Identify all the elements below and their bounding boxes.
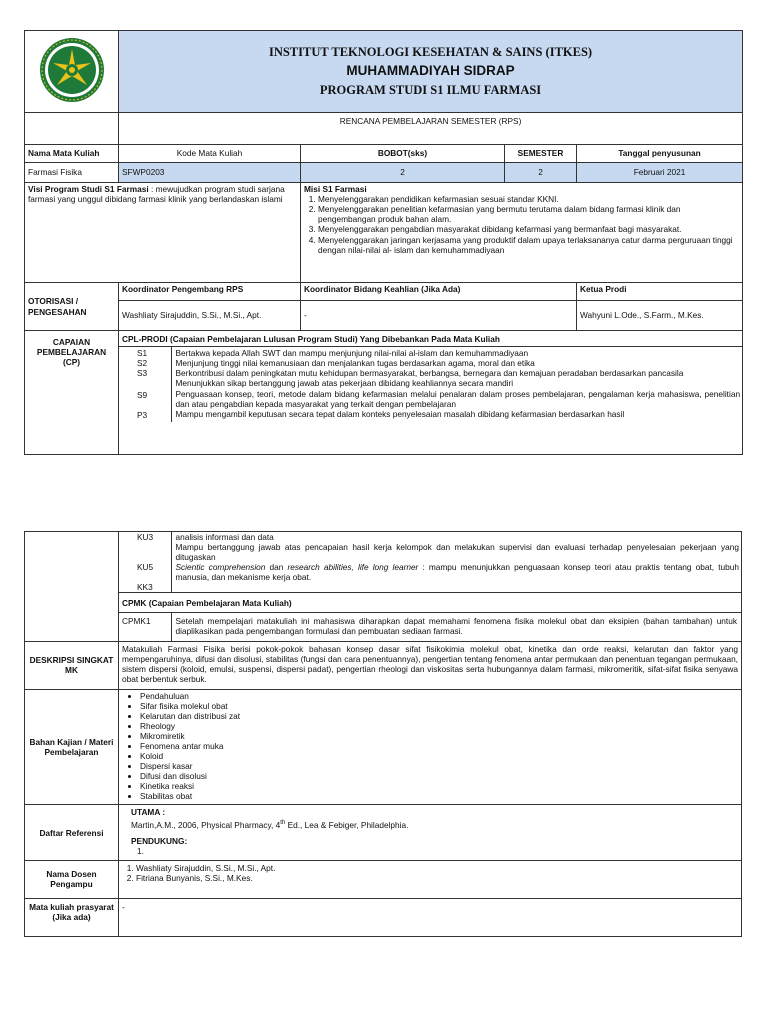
otorisasi-h3: Ketua Prodi [577,283,743,301]
empty-cell [25,113,119,145]
bahan-item: • Rheology [140,722,738,732]
ku-cell [119,532,742,593]
bahan-cell [119,689,742,804]
misi-list [304,194,739,255]
cp-code: S3 [137,368,148,379]
cp-continued-label [25,532,119,642]
rps-table-page1 [24,30,743,455]
cp-code: S1 [137,348,148,359]
ku-inner-table [119,532,741,592]
bahan-item: • Fenomena antar muka [140,742,738,752]
ku-code: KK3 [137,582,153,593]
header-semester: SEMESTER [505,145,577,163]
prasyarat-value: - [119,898,742,936]
cp-item: Menjunjung tinggi nilai kemanusiaan dan menjalankan tugas berdasarkan agama, moral dan etika [175,358,535,369]
dosen-item: 2. Fitriana Bunyanis, S.Si., M.Kes. [136,873,738,883]
otorisasi-v3: Wahyuni L.Ode., S.Farm., M.Kes. [577,301,743,331]
deskripsi-text: Matakuliah Farmasi Fisika berisi pokok-pokok bahasan konsep dasar sifat fisikokimia molekul obat, kinetika dan orde reaksi, kelarutan dan faktor yang mempengaruhinya, difusi dan disolusi, stabilitas (fungsi dan cara penentuannya), pengertian tentang fenomena antar permukaan dan penentuan tegangan permukaan, sistem dispersi (koloid, emulsi, suspensi, dispersi padat), pengertian rheologi dan viskositas serta hubungannya dalam farmasi, mikromeritik, sifat-sifat fisika senyawa obat berbentuk serbuk. [119,641,742,689]
header-course-code: Kode Mata Kuliah [119,145,301,163]
cp-code: S9 [137,390,148,401]
misi-item: 1. Menyelenggarakan pendidikan kefarmasian sesuai standar KKNI. [318,194,739,204]
ku-item-italic: Scientic comprehension [175,562,266,573]
course-code: SFWP0203 [119,163,301,183]
ku-item: analisis informasi dan data [175,532,274,542]
ku-code: KU5 [137,562,154,573]
ku-item-text: dan [265,562,288,573]
misi-item: 4. Menyelenggarakan jaringan kerjasama yang produktif dalam upaya terlaksananya catur darma perguruaan tinggi dengan nilai-nilai al- islam dan kemuhammadiyaan [318,235,739,255]
bahan-item: • Sifar fisika molekul obat [140,702,738,712]
cpmk-text: Setelah mempelajari matakuliah ini mahasiswa diharapkan dapat memahami fenomena fisika molekul obat dan eksipien (bahan tambahan) untuk diaplikasikan pada pengembangan formulasi dan pembuatan sediaan farmasi. [171,613,741,640]
cp-item: Mampu mengambil keputusan secara tepat dalam konteks penyelesaian masalah dibidang kefarmasian berdasarkan hasil [175,408,625,419]
ku-item-text: : mampu menunjukkan penguasaan konsep teori atau praktis tentang obat, tubuh manusia, dan mekanisme kerja obat. [175,562,739,583]
bahan-item: • Kinetika reaksi [140,782,738,792]
ref-cell [119,805,742,860]
program-name: PROGRAM STUDI S1 ILMU FARMASI [319,83,542,98]
cp-code: P3 [137,409,148,420]
logo-cell [25,31,119,113]
cp-item: Penguasaan konsep, teori, metode dalam bidang kefarmasian melalui penalaran dalam proses pembelajaran, pengalaman kerja mahasiswa, penelitian dan atau pengabdian kepada masyarakat yang terkait dengan pembelajaran [175,388,741,409]
doc-title: RENCANA PEMBELAJARAN SEMESTER (RPS) [119,113,743,145]
header-date: Tanggal penyusunan [577,145,743,163]
cp-item: Berkontribusi dalam peningkatan mutu kehidupan bermasyarakat, berbangsa, bernegara dan kemajuan peradaban berdasarkan pancasila [175,368,684,379]
header-course-name: Nama Mata Kuliah [25,145,119,163]
ku-codes [119,532,171,592]
bahan-item: • Mikromiretik [140,732,738,742]
visi-cell [25,183,301,283]
otorisasi-h1: Koordinator Pengembang RPS [119,283,301,301]
visi-text: : mewujudkan program studi sarjana farmasi yang unggul dibidang farmasi klinik yang berlandaskan islami [28,184,285,205]
cp-item: Bertakwa kepada Allah SWT dan mampu menjunjung nilai-nilai al-islam dan kemuhammadiyaan [175,348,529,359]
course-name: Farmasi Fisika [25,163,119,183]
course-sks: 2 [301,163,505,183]
ku-item [176,562,740,582]
cpmk-code: CPMK1 [122,616,151,627]
visi-label: Visi Program Studi S1 Farmasi [28,184,149,194]
ku-code: KU3 [137,532,154,542]
ref-utama-sup: th [280,819,286,826]
institution-header [119,31,743,113]
bahan-item: • Koloid [140,752,738,762]
misi-item: 3. Menyelenggarakan pengabdian masyarakat dibidang kefarmasi yang bermanfaat bagi masyarakat. [318,224,739,234]
otorisasi-v1: Washliaty Sirajuddin, S.Si., M.Si., Apt. [119,301,301,331]
bahan-item: • Dispersi kasar [140,762,738,772]
ref-pendukung-label: PENDUKUNG: [131,835,188,846]
deskripsi-label: DESKRIPSI SINGKAT MK [25,641,119,689]
rps-table-page2 [24,531,742,937]
ref-utama-label: UTAMA : [131,807,166,818]
bahan-item: • Difusi dan disolusi [140,772,738,782]
ku-item-italic: research abilities, life long learner [287,562,419,573]
ref-utama-text: Ed., Lea & Febiger, Philadelphia. [285,819,409,830]
ref-utama-item [131,820,738,830]
bahan-item: • Pendahuluan [140,692,738,702]
dosen-item: 1. Washliaty Sirajuddin, S.Si., M.Si., Apt. [136,863,738,873]
cpmk-title: CPMK (Capaian Pembelajaran Mata Kuliah) [119,593,742,613]
bahan-label: Bahan Kajian / Materi Pembelajaran [25,689,119,804]
cp-label: CAPAIAN PEMBELAJARAN (CP) [25,331,119,455]
institution-name: INSTITUT TEKNOLOGI KESEHATAN & SAINS (ITKES) [268,44,593,59]
cp-title: CPL-PRODI (Capaian Pembelajaran Lulusan Program Studi) Yang Dibebankan Pada Mata Kuliah [119,331,742,347]
cp-cell [119,331,743,455]
cp-code: S2 [137,358,148,369]
ref-utama-text: Martin,A.M., 2006, Physical Pharmacy, 4 [131,819,281,830]
course-header-row [25,145,743,163]
course-date: Februari 2021 [577,163,743,183]
ref-pendukung-item: 1. [137,845,144,856]
cp-inner-table [119,347,742,422]
ku-items [171,532,741,592]
bahan-item: • Kelarutan dan distribusi zat [140,712,738,722]
institution-subname: MUHAMMADIYAH SIDRAP [346,62,515,78]
ku-item: Mampu bertanggung jawab atas pencapaian hasil kerja kelompok dan melakukan supervisi dan evaluasi terhadap penyelesaian pekerjaan yang ditugaskan [175,542,739,563]
misi-cell [301,183,743,283]
institution-logo-icon [39,37,105,103]
dosen-label: Nama Dosen Pengampu [25,860,119,898]
dosen-list [122,863,738,883]
bahan-list [122,692,738,801]
course-semester: 2 [505,163,577,183]
prasyarat-label: Mata kuliah prasyarat (Jika ada) [25,898,119,936]
cp-codes [119,347,171,422]
ref-label: Daftar Referensi [25,805,119,860]
bahan-item: • Stabilitas obat [140,792,738,802]
otorisasi-h2: Koordinator Bidang Keahlian (Jika Ada) [301,283,577,301]
misi-label: Misi S1 Farmasi [304,184,367,194]
otorisasi-label: OTORISASI / PENGESAHAN [25,283,119,331]
cp-items [171,347,742,422]
cpmk-cell [119,613,742,641]
dosen-cell [119,860,742,898]
header-sks: BOBOT(sks) [301,145,505,163]
course-values-row [25,163,743,183]
cp-item: Menunjukkan sikap bertanggung jawab atas pekerjaan dibidang keahliannya secara mandiri [175,378,514,389]
cpmk-inner-table [119,613,741,640]
misi-item: 2. Menyelenggarakan penelitian kefarmasian yang bermutu terutama dalam bidang farmasi klinik dan pengembangan produk bahan alam. [318,204,739,224]
otorisasi-v2: - [301,301,577,331]
